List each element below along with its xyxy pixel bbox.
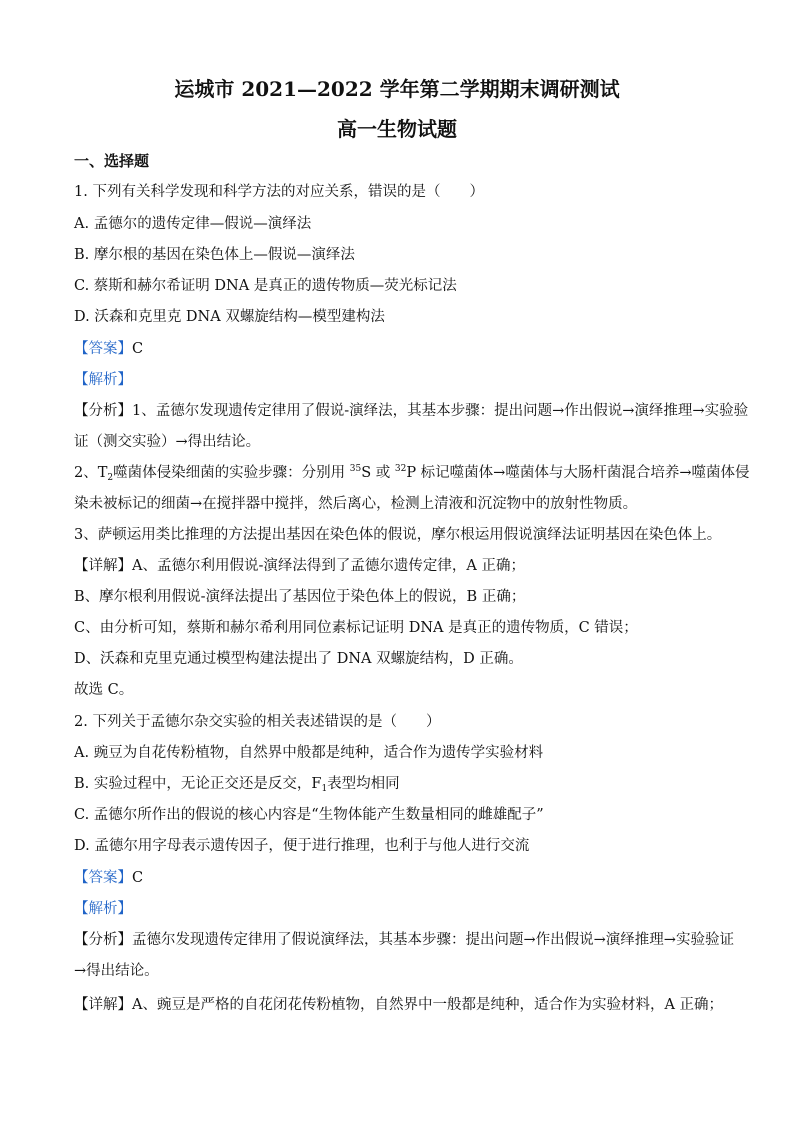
analysis-tag: 【解析】 (74, 372, 132, 388)
exam-subtitle: 高一生物试题 (337, 117, 457, 141)
answer-value: C (132, 870, 144, 886)
subscript: 1 (321, 784, 328, 794)
question-1-detail-c: C、由分析可知，蔡斯和赫尔希利用同位素标记证明 DNA 是真正的遗传物质，C 错误； (74, 620, 638, 636)
option-text: B. 实验过程中，无论正交还是反交，F (74, 776, 322, 792)
superscript: 35 (349, 464, 362, 474)
fenxi-tag: 【分析】 (74, 932, 132, 948)
analysis-text: P 标记噬菌体→噬菌体与大肠杆菌混合培养→噬菌体侵 (406, 465, 750, 481)
answer-value: C (132, 341, 144, 357)
question-1-analysis-2a (74, 463, 749, 483)
section-heading: 一、选择题 (74, 152, 150, 170)
question-2-option-a: A. 豌豆为自花传粉植物，自然界中般都是纯种，适合作为遗传学实验材料 (74, 745, 544, 761)
question-2-option-c: C. 孟德尔所作出的假说的核心内容是“生物体能产生数量相同的雌雄配子” (74, 807, 544, 823)
analysis-text: 1、孟德尔发现遗传定律用了假说-演绎法，其基本步骤：提出问题→作出假说→演绎推理→实验验 (132, 403, 749, 419)
option-text: 表型均相同 (327, 776, 400, 792)
question-1-detail-d: D、沃森和克里克通过模型构建法提出了 DNA 双螺旋结构，D 正确。 (74, 651, 523, 667)
analysis-tag: 【解析】 (74, 901, 132, 917)
question-1-option-b: B. 摩尔根的基因在染色体上—假说—演绎法 (74, 247, 355, 263)
detail-text: A、豌豆是严格的自花闭花传粉植物，自然界中一般都是纯种，适合作为实验材料，A 正确； (132, 997, 724, 1013)
answer-tag: 【答案】 (74, 341, 132, 357)
question-1-option-a: A. 孟德尔的遗传定律—假说—演绎法 (74, 216, 312, 232)
xiangjie-tag: 【详解】 (74, 997, 132, 1013)
question-1-detail-a (74, 556, 525, 576)
question-2-analysis-a (74, 930, 734, 950)
question-2-answer (74, 868, 143, 888)
question-2-option-b (74, 774, 400, 794)
fenxi-tag: 【分析】 (74, 403, 132, 419)
question-1-answer (74, 339, 143, 359)
analysis-text: S 或 (361, 465, 395, 481)
question-1-option-d: D. 沃森和克里克 DNA 双螺旋结构—模型建构法 (74, 309, 385, 325)
question-2-detail-a (74, 995, 723, 1015)
superscript: 32 (394, 464, 407, 474)
question-1-analysis-2b: 染未被标记的细菌→在搅拌器中搅拌，然后离心，检测上清液和沉淀物中的放射性物质。 (74, 496, 638, 512)
analysis-text: 孟德尔发现遗传定律用了假说演绎法，其基本步骤：提出问题→作出假说→演绎推理→实验验证 (132, 932, 734, 948)
question-1-conclusion: 故选 C。 (74, 682, 134, 698)
question-2-analysis-b: →得出结论。 (74, 963, 159, 979)
question-1-analysis-1a (74, 401, 748, 421)
question-2-option-d: D. 孟德尔用字母表示遗传因子，便于进行推理，也利于与他人进行交流 (74, 838, 530, 854)
question-1-detail-b: B、摩尔根利用假说-演绎法提出了基因位于染色体上的假说，B 正确； (74, 589, 526, 605)
question-2-stem: 2. 下列关于孟德尔杂交实验的相关表述错误的是（ ） (74, 714, 441, 730)
exam-title: 运城市 2021—2022 学年第二学期期末调研测试 (174, 77, 620, 101)
xiangjie-tag: 【详解】 (74, 558, 132, 574)
analysis-text: 噬菌体侵染细菌的实验步骤：分别用 (113, 465, 350, 481)
detail-text: A、孟德尔利用假说-演绎法得到了孟德尔遗传定律，A 正确； (132, 558, 525, 574)
subscript: 2 (107, 473, 114, 483)
question-1-option-c: C. 蔡斯和赫尔希证明 DNA 是真正的遗传物质—荧光标记法 (74, 278, 457, 294)
question-1-stem: 1. 下列有关科学发现和科学方法的对应关系，错误的是（ ） (74, 184, 484, 200)
answer-tag: 【答案】 (74, 870, 132, 886)
question-1-analysis-3: 3、萨顿运用类比推理的方法提出基因在染色体的假说，摩尔根运用假说演绎法证明基因在染色体上。 (74, 527, 722, 543)
analysis-text: 2、T (74, 465, 108, 481)
question-1-analysis-1b: 证（测交实验）→得出结论。 (74, 434, 261, 450)
